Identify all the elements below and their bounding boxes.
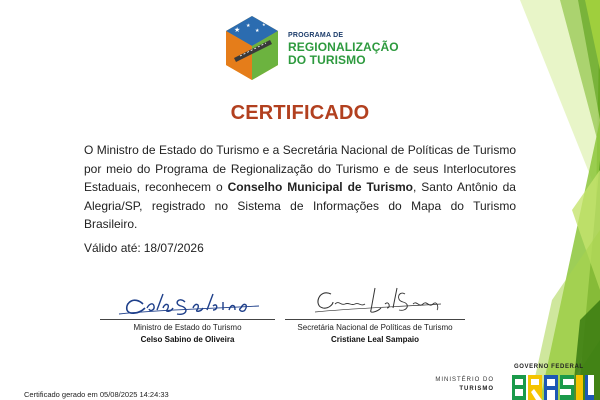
svg-text:★: ★ <box>246 23 251 29</box>
ministry-line-2: TURISMO <box>459 386 494 392</box>
handwritten-signature-secretary <box>305 282 445 318</box>
gov-label: GOVERNO FEDERAL <box>514 364 584 370</box>
signer-name: Cristiane Leal Sampaio <box>330 335 420 344</box>
certificate-body <box>84 141 516 234</box>
logo-line-3: DO TURISMO <box>288 53 366 67</box>
validity <box>84 241 204 255</box>
logo-line-1: PROGRAMA DE <box>288 32 344 39</box>
program-logo <box>222 14 399 82</box>
brasil-wordmark-icon <box>512 373 594 400</box>
handwritten-signature-minister <box>113 282 263 318</box>
signature-block-minister <box>100 282 275 344</box>
ministry-line-1: MINISTÉRIO DO <box>435 377 494 383</box>
awarded-entity: Conselho Municipal de Turismo <box>227 180 413 194</box>
svg-text:★: ★ <box>262 22 266 27</box>
svg-text:★: ★ <box>255 28 260 34</box>
signature-block-secretary <box>285 282 465 344</box>
signature-line <box>285 319 465 320</box>
signer-role: Secretária Nacional de Políticas de Turismo <box>297 323 453 332</box>
svg-text:★: ★ <box>234 27 241 34</box>
signer-name: Celso Sabino de Oliveira <box>140 335 235 344</box>
federal-government-logo <box>502 364 596 400</box>
certificate-title: CERTIFICADO <box>230 102 370 124</box>
logo-line-2: REGIONALIZAÇÃO <box>288 40 399 54</box>
valid-label: Válido até: <box>84 241 141 255</box>
valid-date: 18/07/2026 <box>143 241 204 255</box>
regionalization-program-logo-icon <box>222 14 282 82</box>
signature-line <box>100 319 275 320</box>
signer-role: Ministro de Estado do Turismo <box>133 323 242 332</box>
body-text-end: , Santo Antônio da Alegria/SP, registrado no Sistema de Informações do Mapa do Turismo Brasileiro. <box>84 180 516 231</box>
ministry-logo <box>432 377 494 392</box>
generation-timestamp: Certificado gerado em 05/08/2025 14:24:33 <box>24 390 169 399</box>
body-text-start: O Ministro de Estado do Turismo e a Secretária Nacional de Políticas de Turismo por meio do Programa de Regionalização do Turismo e de seus Interlocutores Estaduais, reconhecem o <box>84 143 516 194</box>
